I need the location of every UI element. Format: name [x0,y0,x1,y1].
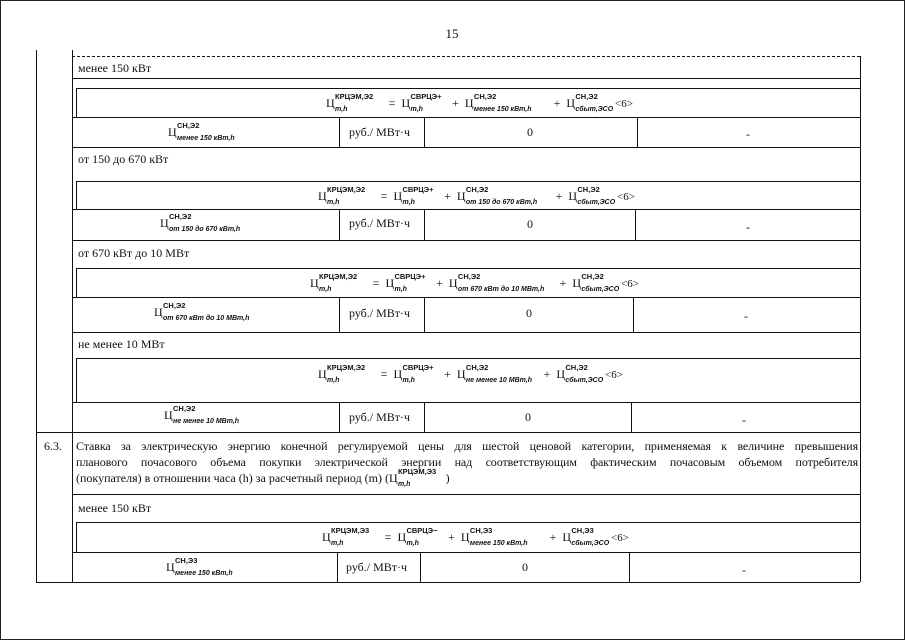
row-symbol: Ц СН,Э2 от 150 до 670 кВт,h [160,212,241,233]
row-line [76,522,860,523]
page-number: 15 [445,26,459,41]
row-line [72,552,860,553]
item-description: Ставка за электрическую энергию конечной регулируемой цены для шестой ценовой категории, применяемая к величине превышения планового почасового объема покупки электрической энергии над соответствующим фактическим почасовым объемом потребителя (покупателя) в отношении часа (h) за расчетный период (m) (Ц КРЦЭМ,Э3 m,h ) [76,439,858,488]
row-symbol: Ц СН,Э2 менее 150 кВт,h [168,121,235,142]
unit: руб./ МВт·ч [349,410,411,424]
col-divider [339,209,340,240]
formula-indent-border [76,268,77,297]
col-divider [339,117,340,147]
formula-s4: Ц КРЦЭМ,Э2 m,h = Ц СВРЦЭ+ m,h + Ц СН,Э2 не менее 10 МВт,h + Ц СН,Э2 сбыт,ЭСО <6> [318,363,623,384]
col-divider [637,117,638,147]
row-line [76,181,860,182]
formula-indent-border [76,358,77,402]
range-label: от 150 до 670 кВт [78,152,169,166]
range-label: от 670 кВт до 10 МВт [78,246,190,260]
formula-s1: Ц КРЦЭМ,Э2 m,h = Ц СВРЦЭ+ m,h + Ц СН,Э2 менее 150 кВт,h + Ц СН,Э2 сбыт,ЭСО <6> [326,92,633,113]
value: 0 [527,217,533,231]
note-ref: <6> [615,98,633,110]
row-line [72,240,860,241]
col-divider [339,297,340,332]
range-label: не менее 10 МВт [78,337,165,351]
dash: - [742,563,746,577]
item-number: 6.3. [44,439,62,453]
unit: руб./ МВт·ч [349,125,411,139]
dash: - [744,309,748,323]
unit: руб./ МВт·ч [349,216,411,230]
dash: - [746,220,750,234]
col-divider [424,117,425,147]
value: 0 [526,306,532,320]
table-right-border [860,56,861,582]
formula-s3: Ц КРЦЭМ,Э2 m,h = Ц СВРЦЭ+ m,h + Ц СН,Э2 от 670 кВт до 10 МВт,h + Ц СН,Э2 сбыт,ЭСО <6> [310,272,639,293]
formula-indent-border [76,88,77,117]
dash: - [746,127,750,141]
formula-indent-border [76,181,77,209]
formula-s5: Ц КРЦЭМ,Э3 m,h = Ц СВРЦЭ− m,h + Ц СН,Э3 менее 150 кВт,h + Ц СН,Э3 сбыт,ЭСО <6> [322,526,629,547]
formula-indent-border [76,522,77,552]
row-symbol: Ц СН,Э2 не менее 10 МВт,h [164,404,240,425]
row-line [72,78,860,79]
price-symbol: Ц КРЦЭМ,Э2 m,h [326,92,374,113]
price-symbol: Ц СВРЦЭ+ m,h [401,92,442,113]
number-column-border [72,50,73,582]
col-divider [420,552,421,582]
table-top-border [72,56,860,57]
col-divider [629,552,630,582]
value: 0 [525,410,531,424]
value: 0 [527,125,533,139]
row-line [72,297,860,298]
dash: - [742,413,746,427]
price-symbol: Ц СН,Э2 сбыт,ЭСО [566,92,614,113]
range-label: менее 150 кВт [78,61,152,75]
row-line [72,494,860,495]
value: 0 [522,560,528,574]
row-symbol: Ц СН,Э3 менее 150 кВт,h [166,556,233,577]
table-bottom-border [36,582,860,583]
col-divider [424,402,425,432]
col-divider [424,209,425,240]
formula-s2: Ц КРЦЭМ,Э2 m,h = Ц СВРЦЭ+ m,h + Ц СН,Э2 от 150 до 670 кВт,h + Ц СН,Э2 сбыт,ЭСО <6> [318,185,635,206]
unit: руб./ МВт·ч [346,560,408,574]
row-line [76,268,860,269]
row-line [72,117,860,118]
col-divider [633,297,634,332]
col-divider [424,297,425,332]
col-divider [635,209,636,240]
row-line [72,332,860,333]
row-line [76,88,860,89]
col-divider [631,402,632,432]
col-divider [337,552,338,582]
table-left-border [36,50,37,582]
row-line [36,432,860,433]
row-symbol: Ц СН,Э2 от 670 кВт до 10 МВт,h [154,301,250,322]
row-line [76,358,860,359]
row-line [72,147,860,148]
unit: руб./ МВт·ч [349,306,411,320]
col-divider [339,402,340,432]
price-symbol: Ц СН,Э2 менее 150 кВт,h [464,92,532,113]
range-label: менее 150 кВт [78,501,152,515]
